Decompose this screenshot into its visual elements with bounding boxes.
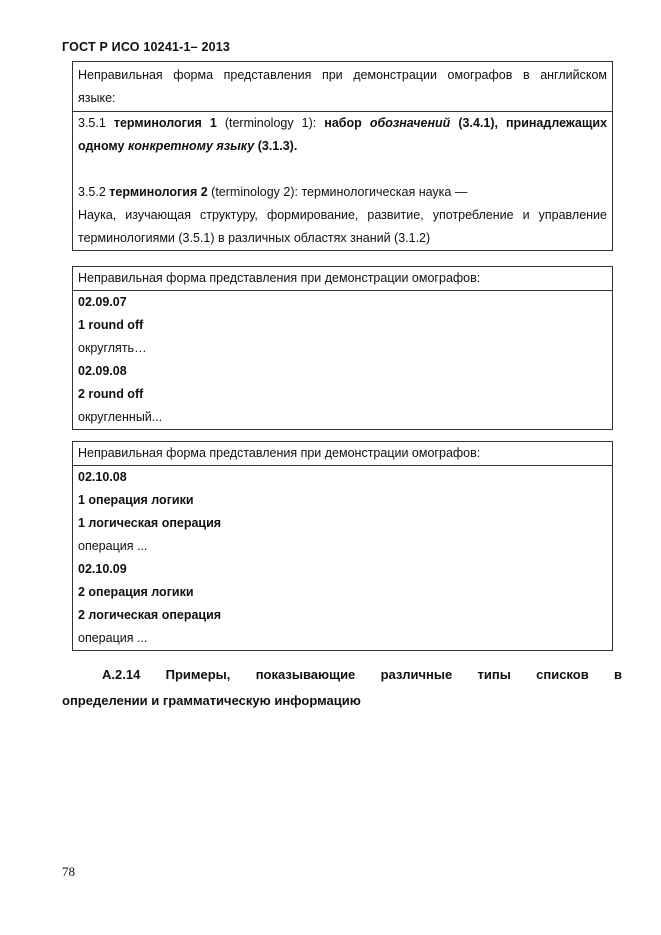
definition-text: (3.1.3). [257, 139, 298, 153]
document-header: ГОСТ Р ИСО 10241-1– 2013 [62, 40, 231, 54]
section-heading-line-1: А.2.14 Примеры, показывающие различные типы списков в [102, 667, 622, 682]
entry-line: операция ... [78, 539, 148, 553]
entry-3-5-2-definition-line-2: терминологиями (3.5.1) в различных областях знаний (3.1.2) [78, 231, 431, 245]
section-heading-line-2: определении и грамматическую информацию [62, 693, 361, 708]
spacer [78, 158, 607, 181]
example-box-english-homographs [72, 61, 613, 251]
entry-term: терминология 1 [113, 116, 217, 130]
box-caption: Неправильная форма представления при демонстрации омографов: [73, 267, 612, 291]
caption-line: языке: [78, 91, 116, 105]
box-caption: Неправильная форма представления при демонстрации омографов: [73, 442, 612, 466]
entry-line: 02.09.08 [78, 364, 127, 378]
entry-line: 02.09.07 [78, 295, 127, 309]
entry-english-term: (terminology 1): [224, 116, 317, 130]
entry-english-term: (terminology 2): терминологическая наука — [211, 185, 468, 199]
entry-3-5-1-line-1 [78, 112, 607, 135]
entry-line: округлять… [78, 341, 147, 355]
entry-3-5-2-line-1 [78, 181, 607, 204]
entry-line: 2 логическая операция [78, 608, 222, 622]
entry-number: 3.5.2 [78, 185, 106, 199]
box-caption [73, 62, 612, 112]
caption-line: Неправильная форма представления при демонстрации омографов в английском [78, 68, 607, 82]
definition-link: обозначений [369, 116, 451, 130]
entry-line: 1 логическая операция [78, 516, 222, 530]
definition-text: одному [78, 139, 125, 153]
example-box-round-off [72, 266, 613, 430]
definition-text: (3.4.1), принадлежащих [458, 116, 608, 130]
section-heading [62, 662, 622, 714]
entry-line: 02.10.09 [78, 562, 127, 576]
entry-3-5-2-definition-line-1: Наука, изучающая структуру, формирование, развитие, употребление и управление [78, 208, 607, 222]
entry-line: округленный... [78, 410, 163, 424]
entry-line: 02.10.08 [78, 470, 127, 484]
entry-line: операция ... [78, 631, 148, 645]
entry-number: 3.5.1 [78, 116, 106, 130]
page-number: 78 [62, 864, 75, 879]
example-box-logic-operation [72, 441, 613, 651]
entry-3-5-1-line-2 [78, 135, 607, 158]
definition-link: конкретному языку [127, 139, 255, 153]
entry-line: 1 round off [78, 318, 144, 332]
entry-line: 2 round off [78, 387, 144, 401]
entry-term: терминология 2 [109, 185, 208, 199]
definition-text: набор [324, 116, 362, 130]
entry-line: 1 операция логики [78, 493, 194, 507]
entry-line: 2 операция логики [78, 585, 194, 599]
